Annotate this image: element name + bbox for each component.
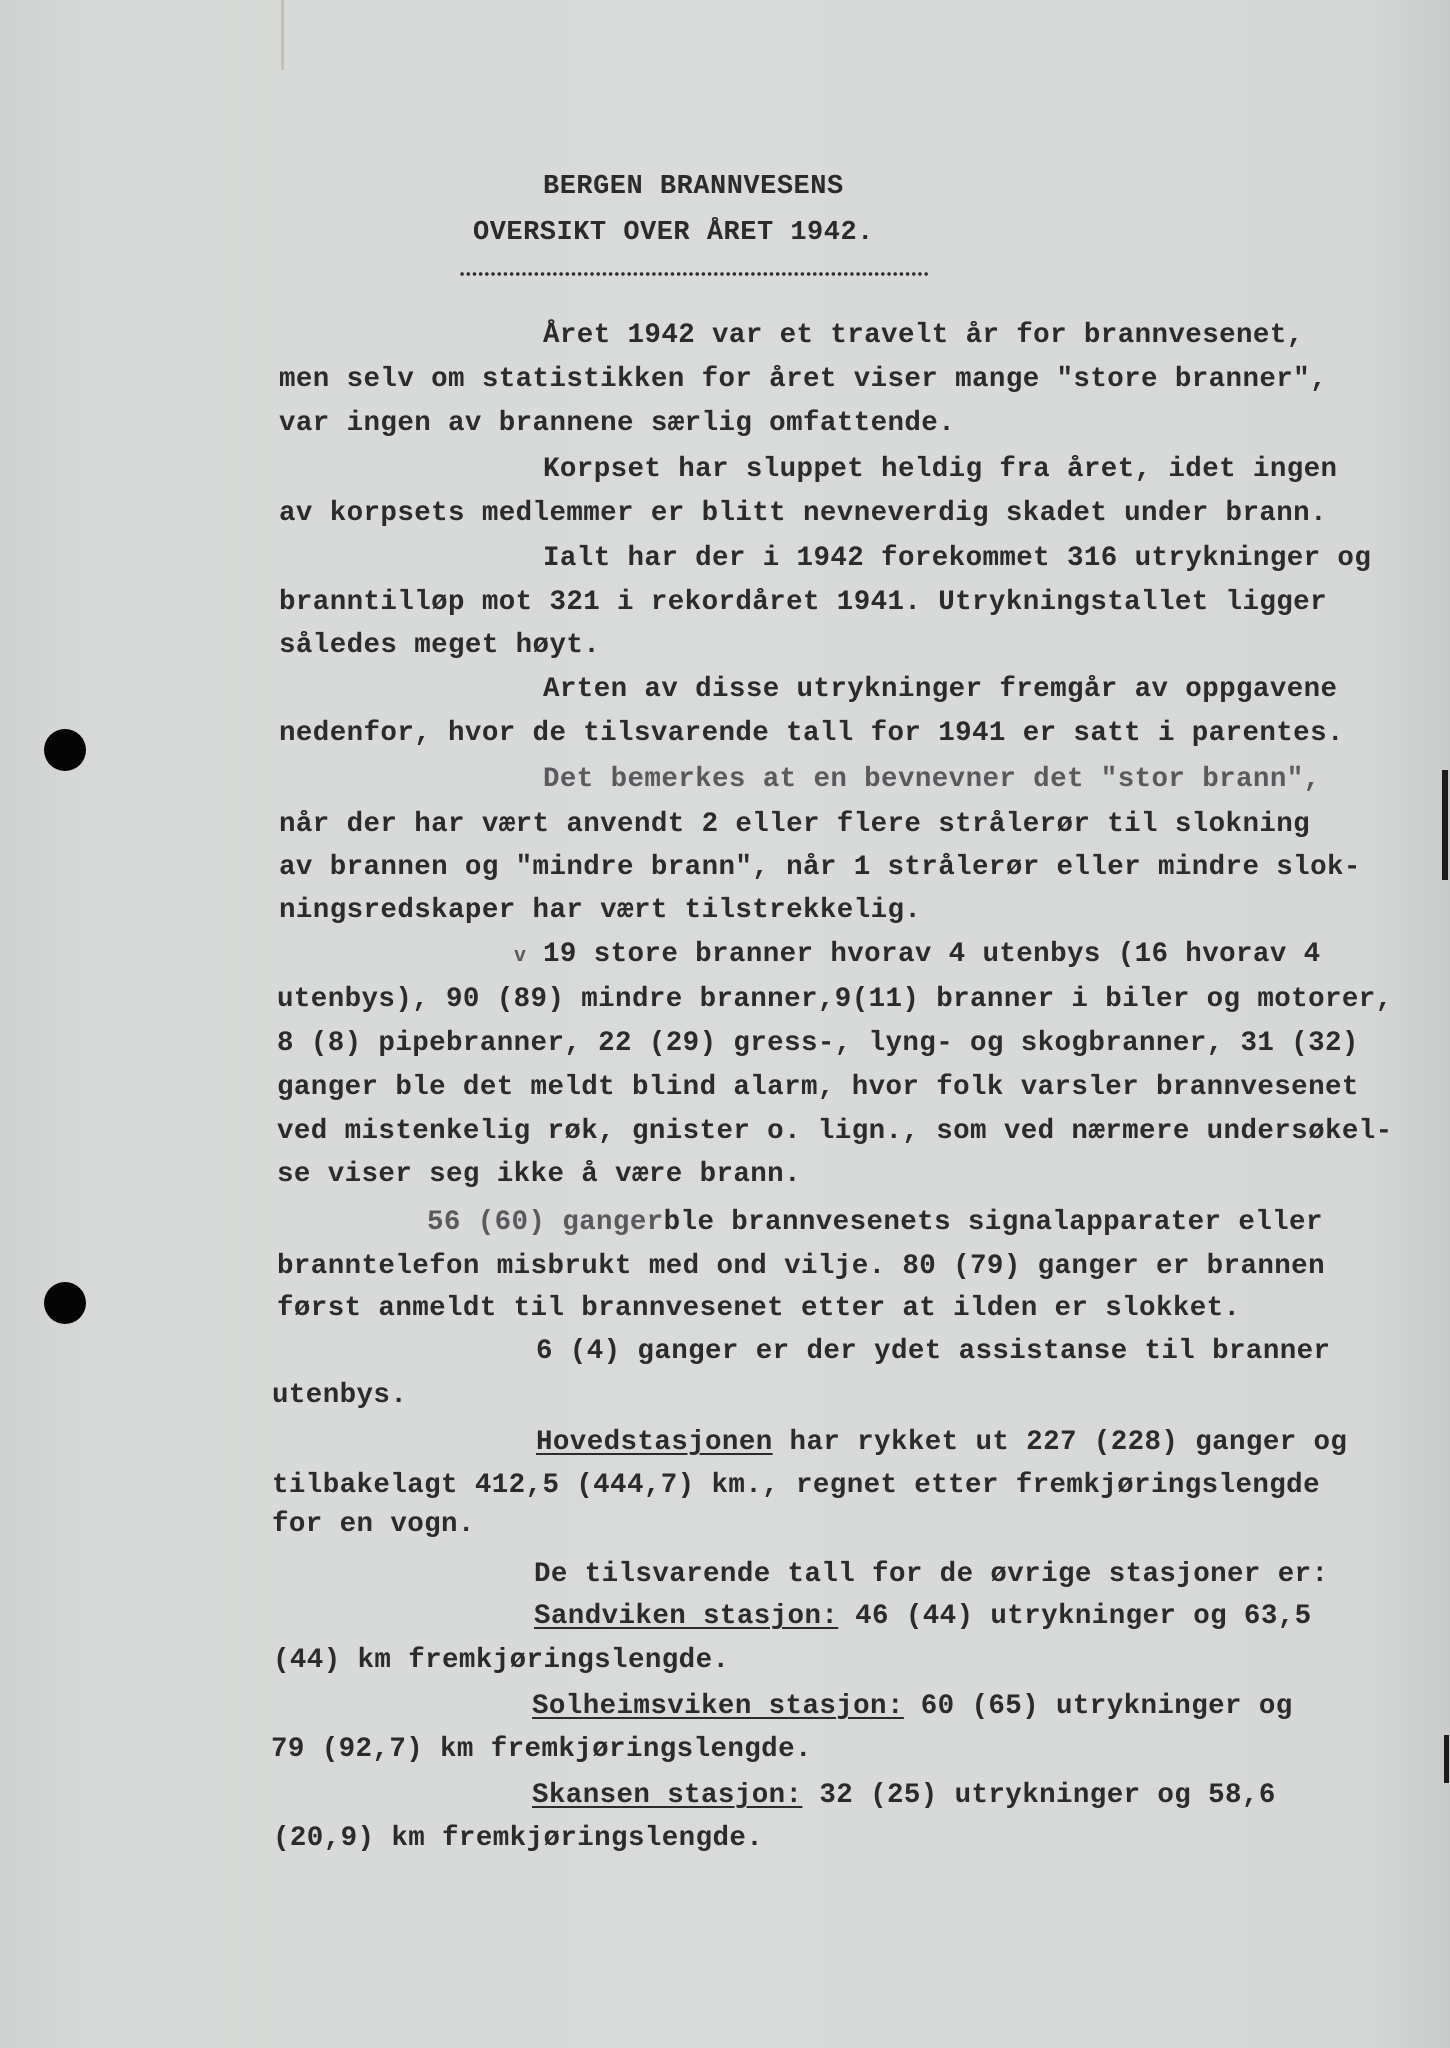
station-heading: Sandviken stasjon:: [534, 1601, 839, 1632]
text-line: når der har vært anvendt 2 eller flere strålerør til slokning: [279, 809, 1311, 840]
paper-crease: [281, 0, 284, 70]
text-line: men selv om statistikken for året viser mange "store branner",: [279, 364, 1327, 395]
text-line: var ingen av brannene særlig omfattende.: [279, 408, 956, 439]
text-line: 79 (92,7) km fremkjøringslengde.: [271, 1734, 812, 1765]
text-run: 56 (60) ganger: [427, 1207, 664, 1238]
text-line: 6 (4) ganger er der ydet assistanse til branner: [536, 1336, 1331, 1367]
text-line: De tilsvarende tall for de øvrige stasjoner er:: [534, 1559, 1329, 1590]
text-line: 8 (8) pipebranner, 22 (29) gress-, lyng- og skogbranner, 31 (32): [277, 1028, 1359, 1059]
text-line: ningsredskaper har vært tilstrekkelig.: [279, 895, 922, 926]
text-line: således meget høyt.: [279, 630, 601, 661]
text-line: (44) km fremkjøringslengde.: [273, 1645, 730, 1676]
station-line: [532, 1779, 1276, 1813]
edge-mark: [1442, 770, 1448, 880]
text-line: for en vogn.: [272, 1509, 475, 1540]
dotted-separator: [459, 270, 929, 278]
text-run: 46 (44) utrykninger og 63,5: [838, 1601, 1312, 1632]
text-line: branntilløp mot 321 i rekordåret 1941. Utrykningstallet ligger: [279, 587, 1327, 618]
text-line: ved mistenkelig røk, gnister o. lign., som ved nærmere undersøkel-: [277, 1116, 1393, 1147]
text-run: ble brannvesenets signalapparater eller: [663, 1207, 1323, 1238]
text-line: utenbys.: [272, 1380, 408, 1411]
text-line: tilbakelagt 412,5 (444,7) km., regnet etter fremkjøringslengde: [272, 1470, 1320, 1501]
text-line: først anmeldt til brannvesenet etter at ilden er slokket.: [277, 1293, 1241, 1324]
edge-mark: [1444, 1735, 1449, 1783]
title-line-2: OVERSIKT OVER ÅRET 1942.: [473, 218, 874, 248]
station-line: [532, 1690, 1293, 1724]
station-line: [534, 1600, 1312, 1634]
text-line: se viser seg ikke å være brann.: [277, 1159, 801, 1190]
text-line: Korpset har sluppet heldig fra året, idet ingen: [543, 454, 1338, 485]
text-line: [536, 1426, 1347, 1460]
text-line: Arten av disse utrykninger fremgår av oppgavene: [543, 674, 1338, 705]
text-line: [427, 1206, 1323, 1240]
punch-hole: [44, 1282, 86, 1324]
text-line: 19 store branner hvorav 4 utenbys (16 hvorav 4: [543, 939, 1321, 970]
text-line: branntelefon misbrukt med ond vilje. 80 (79) ganger er brannen: [277, 1251, 1325, 1282]
text-line: ganger ble det meldt blind alarm, hvor folk varsler brannvesenet: [277, 1072, 1359, 1103]
text-line: Ialt har der i 1942 forekommet 316 utrykninger og: [543, 543, 1372, 574]
text-line: av korpsets medlemmer er blitt nevneverdig skadet under brann.: [279, 498, 1327, 529]
text-run: har rykket ut 227 (228) ganger og: [772, 1427, 1348, 1458]
station-heading: Hovedstasjonen: [536, 1427, 773, 1458]
text-line: (20,9) km fremkjøringslengde.: [273, 1823, 764, 1854]
punch-hole: [44, 729, 86, 771]
text-line: nedenfor, hvor de tilsvarende tall for 1941 er satt i parentes.: [279, 718, 1344, 749]
station-heading: Skansen stasjon:: [532, 1780, 803, 1811]
text-run: 32 (25) utrykninger og 58,6: [802, 1780, 1276, 1811]
margin-check-mark: v: [514, 945, 527, 968]
title-line-1: BERGEN BRANNVESENS: [543, 172, 844, 202]
text-line: av brannen og "mindre brann", når 1 strålerør eller mindre slok-: [279, 852, 1361, 883]
text-line: Året 1942 var et travelt år for brannvesenet,: [543, 320, 1304, 351]
text-line: Det bemerkes at en bevnevner det "stor brann",: [543, 764, 1321, 795]
text-line: utenbys), 90 (89) mindre branner,9(11) branner i biler og motorer,: [277, 984, 1393, 1015]
text-run: 60 (65) utrykninger og: [903, 1691, 1293, 1722]
station-heading: Solheimsviken stasjon:: [532, 1691, 904, 1722]
